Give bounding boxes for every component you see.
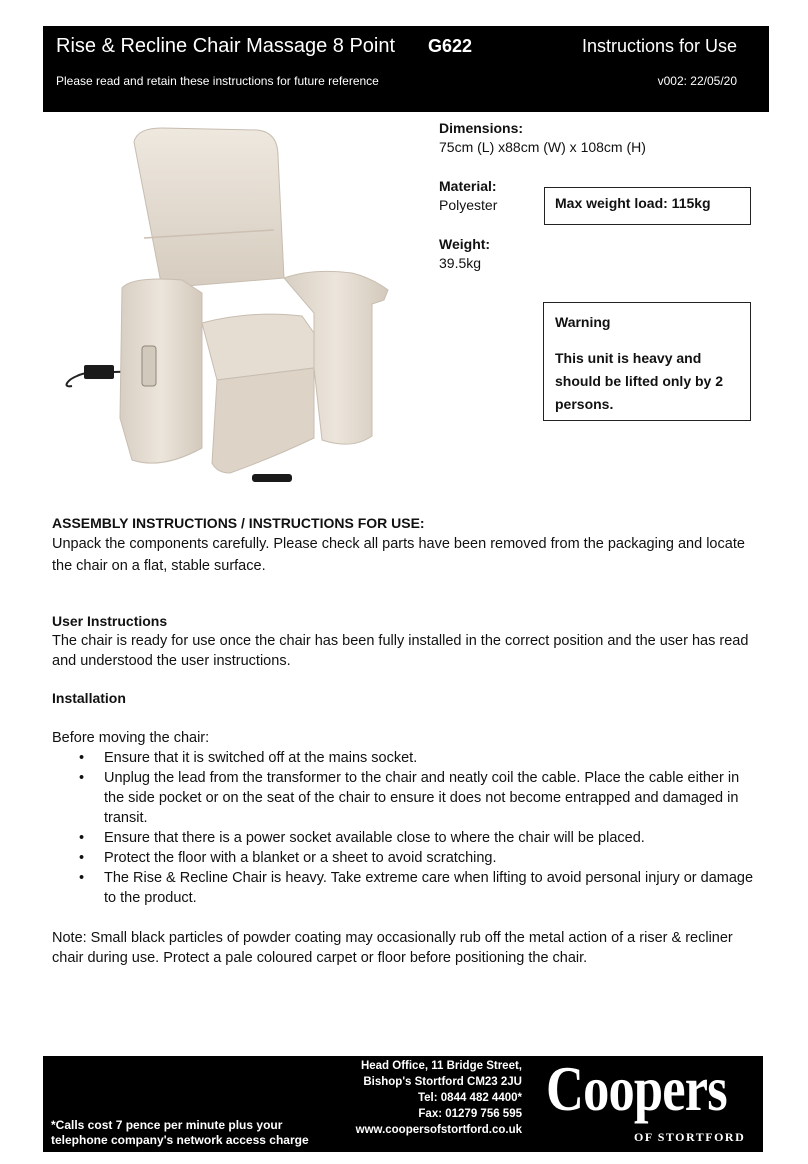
warning-box [543,302,751,421]
installation-list [52,748,756,908]
call-charges-line: *Calls cost 7 pence per minute plus your [51,1118,283,1132]
user-instructions-text: The chair is ready for use once the chair has been fully installed in the correct position and the user has read and understood the user instructions. [52,633,749,669]
head-office-address [356,1058,522,1138]
retain-notice: Please read and retain these instructions for future reference [56,74,379,88]
call-charges-note [51,1118,309,1148]
weight-value: 39.5kg [439,255,482,271]
dimensions-label: Dimensions: [439,120,524,136]
assembly-section [52,513,756,577]
assembly-heading: ASSEMBLY INSTRUCTIONS / INSTRUCTIONS FOR USE: [52,515,425,531]
brand-subtitle: OF STORTFORD [634,1130,746,1144]
material-value: Polyester [439,197,498,213]
weight-label: Weight: [439,236,491,252]
header-bar [43,26,769,112]
list-item: • Ensure that there is a power socket available close to where the chair will be placed. [104,828,756,848]
installation-heading: Installation [52,690,126,706]
list-item: • Protect the floor with a blanket or a sheet to avoid scratching. [104,848,756,868]
coopers-logo [546,1053,756,1148]
version-label: v002: 22/05/20 [657,74,737,88]
installation-note: Note: Small black particles of powder coating may occasionally rub off the metal action of a riser & recliner chair during use. Protect a pale coloured carpet or floor before positioning the chair. [52,930,733,966]
installation-intro: Before moving the chair: [52,730,210,746]
installation-section [52,688,756,968]
website-url: www.coopersofstortford.co.uk [355,1124,522,1136]
chair-image [52,118,412,493]
list-item: • Ensure that it is switched off at the mains socket. [104,748,756,768]
call-charges-line: telephone company's network access charge [51,1133,309,1147]
dimensions-block [439,119,646,157]
assembly-text: Unpack the components carefully. Please check all parts have been removed from the packaging and locate the chair on a flat, stable surface. [52,536,745,574]
address-line: Head Office, 11 Bridge Street, [360,1060,522,1072]
user-instructions-heading: User Instructions [52,613,168,629]
product-title: Rise & Recline Chair Massage 8 Point [56,35,396,57]
brand-name: Coopers [546,1053,727,1124]
address-line: Bishop's Stortford CM23 2JU [363,1076,522,1088]
warning-title: Warning [555,314,611,330]
list-item: • The Rise & Recline Chair is heavy. Take extreme care when lifting to avoid personal injury or damage to the product. [104,868,756,908]
document-type: Instructions for Use [581,36,737,56]
warning-text: This unit is heavy and should be lifted only by 2 persons. [555,350,724,412]
user-instructions-section [52,611,756,671]
footer-bar [43,1053,763,1152]
list-item: • Unplug the lead from the transformer to the chair and neatly coil the cable. Place the cable either in the side pocket or on the seat of the chair to ensure it does not become entrapped and damaged in transit. [104,768,756,828]
fax-number: Fax: 01279 756 595 [418,1108,522,1120]
product-code: G622 [428,36,473,56]
phone-number: Tel: 0844 482 4400* [417,1092,522,1104]
max-load-box: Max weight load: 115kg [544,187,751,225]
weight-block [439,235,490,273]
material-block [439,177,497,215]
dimensions-value: 75cm (L) x88cm (W) x 108cm (H) [439,139,646,155]
material-label: Material: [439,178,497,194]
